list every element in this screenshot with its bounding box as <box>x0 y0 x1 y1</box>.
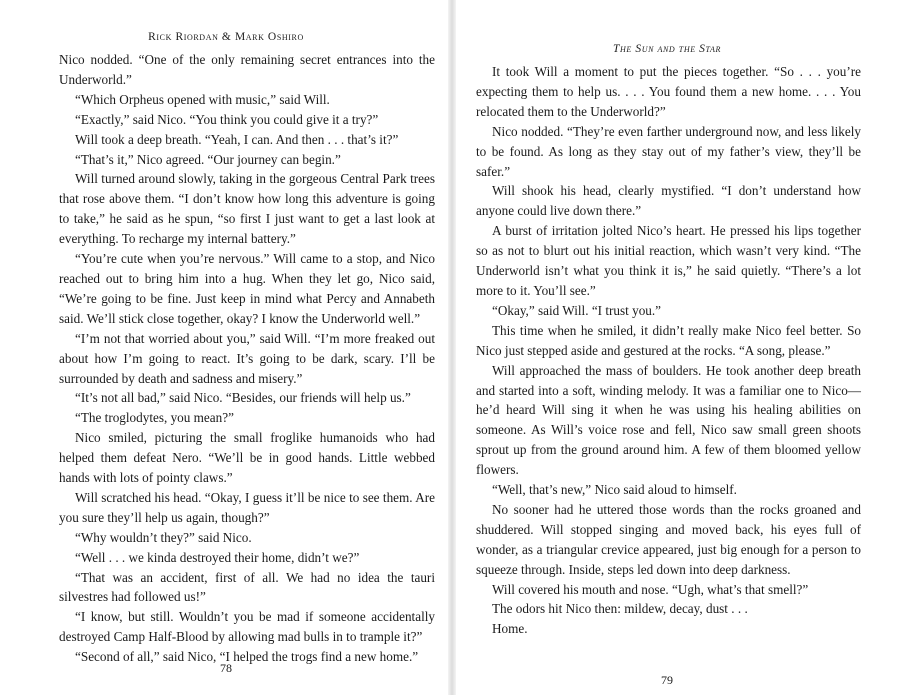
paragraph: Will took a deep breath. “Yeah, I can. And then . . . that’s it?” <box>75 131 399 147</box>
paragraph: “The troglodytes, you mean?” <box>75 410 234 426</box>
paragraph: Will covered his mouth and nose. “Ugh, what’s that smell?” <box>492 581 809 597</box>
paragraph: The odors hit Nico then: mildew, decay, dust . . . <box>492 601 748 617</box>
paragraph: “Well, that’s new,” Nico said aloud to himself. <box>492 482 737 498</box>
paragraph: “That’s it,” Nico agreed. “Our journey can begin.” <box>75 151 341 167</box>
right-page <box>452 0 900 695</box>
paragraph: Nico smiled, picturing the small froglike humanoids who had helped them defeat Nero. “We’ll be in good hands. Little webbed hands with lots of pointy claws.” <box>59 430 435 486</box>
paragraph: “Which Orpheus opened with music,” said Will. <box>75 91 330 107</box>
paragraph: This time when he smiled, it didn’t really make Nico feel better. So Nico just stepped aside and gestured at the rocks. “A song, please.” <box>476 322 861 358</box>
paragraph: “I’m not that worried about you,” said Will. “I’m more freaked out about how I’m going to react. It’s going to be dark, scary. I’ll be surrounded by death and sadness and misery.” <box>59 330 435 386</box>
left-page-number: 78 <box>220 661 232 675</box>
paragraph: “It’s not all bad,” said Nico. “Besides, our friends will help us.” <box>75 390 411 406</box>
paragraph: “That was an accident, first of all. We had no idea the tauri silvestres had followed us!” <box>59 569 435 605</box>
paragraph: It took Will a moment to put the pieces together. “So . . . you’re expecting them to help us. . . . You found them a new home. . . . You relocated them to the Underworld?” <box>476 64 861 119</box>
right-page-number: 79 <box>661 673 673 687</box>
paragraph: Will scratched his head. “Okay, I guess it’ll be nice to see them. Are you sure they’ll help us again, though?” <box>59 489 435 525</box>
paragraph: Will shook his head, clearly mystified. “I don’t understand how anyone could live down there.” <box>476 183 861 219</box>
right-body-text <box>476 62 861 639</box>
paragraph: Home. <box>492 621 528 637</box>
paragraph: “Exactly,” said Nico. “You think you could give it a try?” <box>75 111 379 127</box>
paragraph: Nico nodded. “One of the only remaining secret entrances into the Underworld.” <box>59 52 435 87</box>
left-running-head: Rick Riordan & Mark Oshiro <box>148 31 304 43</box>
paragraph: “You’re cute when you’re nervous.” Will came to a stop, and Nico reached out to bring him into a hug. When they let go, Nico said, “We’re going to be fine. Just keep in mind what Percy and Annabeth said. We’ll stick close together, okay? I know the Underworld well.” <box>59 251 435 326</box>
paragraph: Will turned around slowly, taking in the gorgeous Central Park trees that rose above them. “I don’t know how long this adventure is going to take,” he said as he spun, “so first I just want to get a last look at everything. To recharge my internal battery.” <box>59 171 435 247</box>
paragraph: No sooner had he uttered those words than the rocks groaned and shuddered. Will stopped singing and moved back, his eyes full of wonder, as a triangular crevice appeared, just big enough for a person to squeeze through. Inside, steps led down into deep darkness. <box>476 501 861 577</box>
paragraph: “I know, but still. Wouldn’t you be mad if someone accidentally destroyed Camp Half-Blood by allowing mad bulls in to trample it?” <box>59 609 435 645</box>
paragraph: A burst of irritation jolted Nico’s heart. He pressed his lips together so as not to blurt out his initial reaction, which wasn’t very kind. “The Underworld isn’t what you think it is,” he said quietly. “There’s a lot more to it. You’ll see.” <box>476 223 861 298</box>
paragraph: Nico nodded. “They’re even farther underground now, and less likely to be found. As long as they stay out of my father’s view, they’ll be safer.” <box>476 123 861 179</box>
right-running-head: The Sun and the Star <box>613 43 721 55</box>
paragraph: “Well . . . we kinda destroyed their home, didn’t we?” <box>75 549 360 565</box>
paragraph: “Okay,” said Will. “I trust you.” <box>492 302 662 318</box>
paragraph: “Why wouldn’t they?” said Nico. <box>75 529 252 545</box>
paragraph: “Second of all,” said Nico, “I helped the trogs find a new home.” <box>75 649 419 665</box>
paragraph: Will approached the mass of boulders. He took another deep breath and started into a soft, winding melody. It was a familiar one to Nico—he’d heard Will sing it when he was using his healing abilities on someone. As Will’s voice rose and fell, Nico saw small green shoots sprout up from the ground around him. A few of them bloomed yellow flowers. <box>476 362 861 478</box>
left-body-text <box>59 50 435 667</box>
